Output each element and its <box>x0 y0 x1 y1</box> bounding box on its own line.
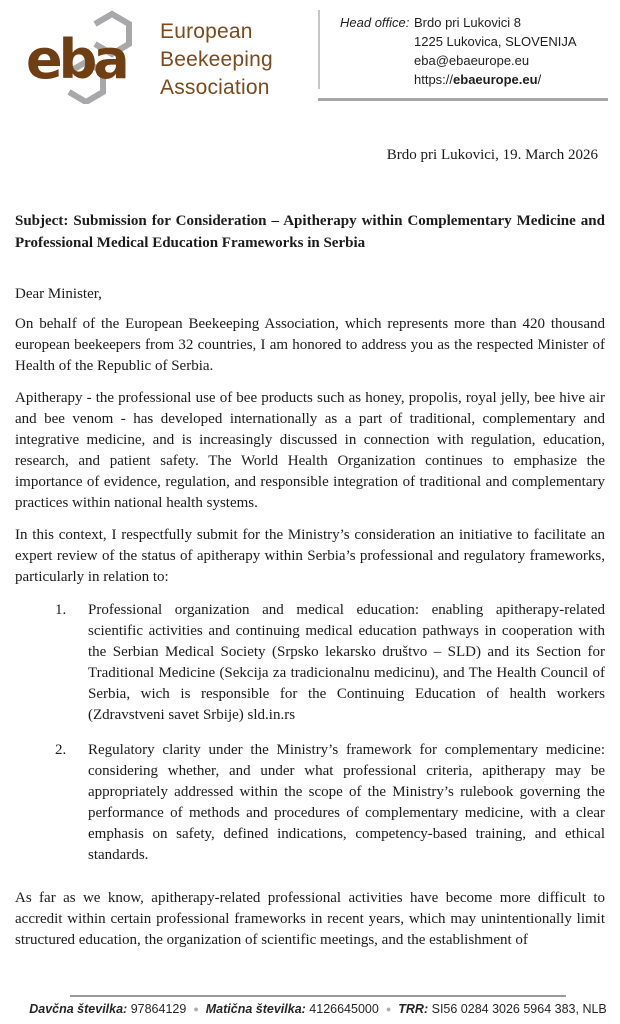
list-item-1 <box>15 600 605 726</box>
paragraph-context: In this context, I respectfully submit for the Ministry’s consideration an initiative to facilitate an expert review of the status of apitherapy within Serbia’s professional and regulatory frameworks, particularly in relation to: <box>15 527 605 585</box>
eba-logo-graphic <box>24 8 148 104</box>
org-logo <box>24 8 148 104</box>
head-office-block <box>318 10 610 89</box>
list-item-1-number: 1. <box>55 602 67 618</box>
footer-trr <box>398 1002 607 1016</box>
paragraph-apitherapy: Apitherapy - the professional use of bee products such as honey, propolis, royal jelly, bee hive air and bee venom - has developed internationally as a part of traditional, complementary and integrative medicine, and is increasingly discussed in connection with regulation, education, research, and patient safety. The World Health Organization continues to emphasize the importance of evidence, regulation, and responsible integration of traditional and complementary practices within national health systems. <box>15 390 605 511</box>
footer-tax-value: 97864129 <box>130 1002 187 1016</box>
url-prefix: https:// <box>414 72 454 87</box>
url-suffix: / <box>537 72 542 87</box>
org-name-line1: European <box>160 20 253 43</box>
address-line1: Brdo pri Lukovici 8 <box>414 15 521 30</box>
address-line2: 1225 Lukovica, SLOVENIJA <box>414 34 577 49</box>
footer-trr-value: SI56 0284 3026 5964 383, NLB <box>431 1002 607 1016</box>
dateline: Brdo pri Lukovici, 19. March 2026 <box>386 147 598 163</box>
logo-wordmark: eba <box>26 28 126 91</box>
footer-tax-number <box>29 1002 186 1016</box>
salutation: Dear Minister, <box>15 286 102 302</box>
list-item-2 <box>15 740 605 866</box>
letterhead <box>0 0 620 105</box>
footer-reg-value: 4126645000 <box>309 1002 379 1016</box>
footer-trr-label: TRR: <box>398 1002 429 1016</box>
footer <box>29 995 607 1016</box>
footer-reg-label: Matična številka: <box>205 1002 306 1016</box>
footer-reg-number <box>206 1002 379 1016</box>
website-text <box>414 70 577 89</box>
list-item-2-number: 2. <box>55 742 67 758</box>
email-text: eba@ebaeurope.eu <box>414 53 530 68</box>
letterhead-divider <box>318 98 608 101</box>
url-domain: ebaeurope.eu <box>453 72 538 87</box>
footer-tax-label: Davčna številka: <box>29 1002 128 1016</box>
footer-bullet-icon: ● <box>385 1004 392 1014</box>
list-item-2-text: Regulatory clarity under the Ministry’s framework for complementary medicine: considering whether, and under what professional criteria, apitherapy may be appropriately addressed within the scope of the Ministry’s rulebook governing the performance of methods and procedures of complementary medicine, with a clear emphasis on safety, defined indications, competency-based training, and ethical standards. <box>88 742 605 863</box>
org-name-line3: Association <box>160 76 270 99</box>
paragraph-intro: On behalf of the European Beekeeping Association, which represents more than 420 thousand european beekeepers from 32 countries, I am honored to address you as the respected Minister of Health of the Republic of Serbia. <box>15 316 605 374</box>
org-name-line2: Beekeeping <box>160 48 273 71</box>
org-name <box>160 18 273 102</box>
numbered-list <box>15 600 605 866</box>
list-item-1-text: Professional organization and medical education: enabling apitherapy-related scientific activities and continuing medical education pathways in cooperation with the Serbian Medical Society (Srpsko lekarsko društvo – SLD) and its Section for Traditional Medicine (Sekcija za tradicionalnu medicinu), and The Health Council of Serbia, wich is responsible for the Continuing Education of health workers (Zdravstveni savet Srbije) sld.in.rs <box>88 602 605 723</box>
head-office-label: Head office: <box>340 15 410 30</box>
footer-bullet-icon: ● <box>193 1004 199 1014</box>
paragraph-closing: As far as we know, apitherapy-related professional activities have become more difficult to accredit within certain professional frameworks in recent years, which may unintentionally limit structured education, the organization of scientific meetings, and the establishment of <box>15 890 605 948</box>
head-office-values <box>414 13 577 89</box>
subject-line: Subject: Submission for Consideration – Apitherapy within Complementary Medicine and Professional Medical Education Frameworks in Serbia <box>15 213 605 251</box>
